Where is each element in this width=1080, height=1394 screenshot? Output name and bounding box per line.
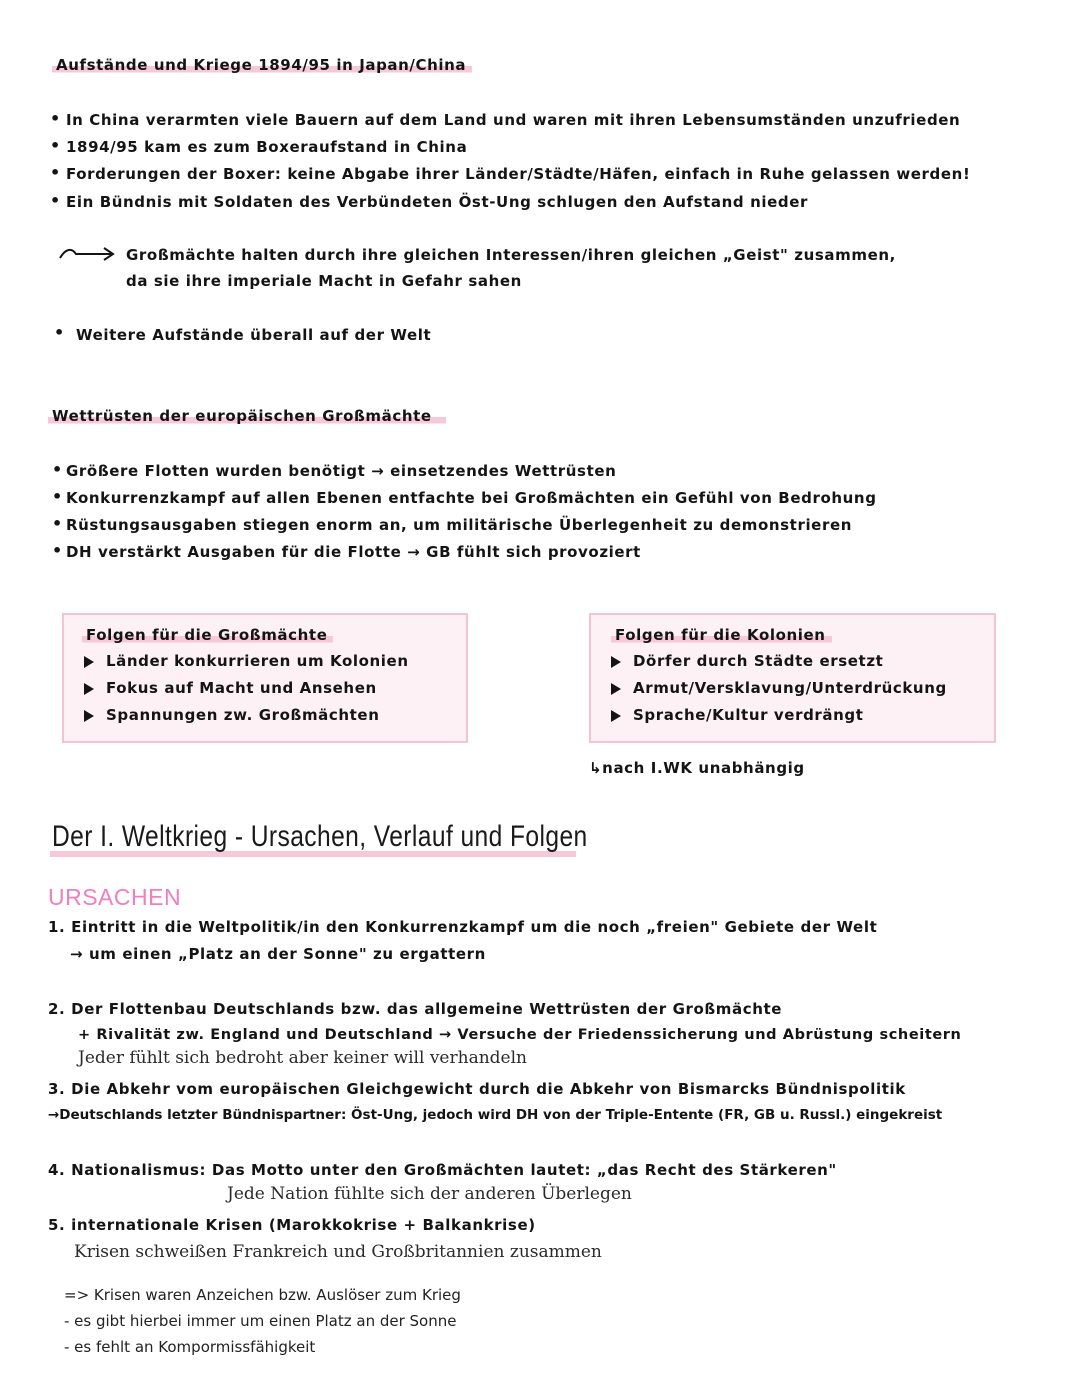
subheading-causes: URSACHEN: [48, 884, 182, 910]
bullet-text: Weitere Aufstände überall auf der Welt: [76, 326, 432, 344]
cause-5: 5. internationale Krisen (Marokkokrise + Balkankrise): [48, 1216, 536, 1234]
bullet-text: Forderungen der Boxer: keine Abgabe ihrer Länder/Städte/Häfen, einfach in Ruhe gelassen werden!: [66, 165, 971, 183]
bullet-dot: •: [52, 487, 63, 506]
arrowhead-icon: [84, 656, 94, 668]
arrowhead-icon: [611, 683, 621, 695]
bullet-text: Konkurrenzkampf auf allen Ebenen entfachte bei Großmächten ein Gefühl von Bedrohung: [66, 489, 877, 507]
bullet-dot: •: [52, 514, 63, 533]
conclusion-line: - es gibt hierbei immer um einen Platz an der Sonne: [64, 1312, 457, 1330]
consequences-great-powers-box: [62, 613, 468, 743]
cause-2: 2. Der Flottenbau Deutschlands bzw. das allgemeine Wettrüsten der Großmächte: [48, 1000, 783, 1018]
bullet-text: Ein Bündnis mit Soldaten des Verbündeten Öst-Ung schlugen den Aufstand nieder: [66, 193, 808, 211]
section-title-arms-race: Wettrüsten der europäischen Großmächte: [48, 407, 446, 425]
bullet-text: Rüstungsausgaben stiegen enorm an, um militärische Überlegenheit zu demonstrieren: [66, 516, 853, 534]
bullet-dot: •: [54, 323, 65, 342]
cause-2-note: Jeder fühlt sich bedroht aber keiner will verhandeln: [78, 1048, 527, 1068]
bullet-dot: •: [52, 460, 63, 479]
bullet-text: Größere Flotten wurden benötigt → einsetzendes Wettrüsten: [66, 462, 617, 480]
page-title: Der I. Weltkrieg - Ursachen, Verlauf und Folgen: [52, 820, 588, 853]
bullet-text: DH verstärkt Ausgaben für die Flotte → GB fühlt sich provoziert: [66, 543, 641, 561]
conclusion-line: => Krisen waren Anzeichen bzw. Auslöser zum Krieg: [64, 1286, 461, 1304]
box-item: Spannungen zw. Großmächten: [84, 706, 380, 724]
bullet-dot: •: [50, 136, 61, 155]
bullet-dot: •: [50, 163, 61, 182]
box-item: Armut/Versklavung/Unterdrückung: [611, 679, 947, 697]
bullet-dot: •: [50, 191, 61, 210]
section-title-uprisings: Aufstände und Kriege 1894/95 in Japan/China: [52, 56, 472, 74]
box-item: Länder konkurrieren um Kolonien: [84, 652, 409, 670]
bullet-text: In China verarmten viele Bauern auf dem Land und waren mit ihren Lebensumständen unzufrieden: [66, 111, 961, 129]
arrow-text-continued: da sie ihre imperiale Macht in Gefahr sahen: [126, 272, 522, 290]
bullet-text: 1894/95 kam es zum Boxeraufstand in China: [66, 138, 468, 156]
box-item: Fokus auf Macht und Ansehen: [84, 679, 377, 697]
cause-5-note: Krisen schweißen Frankreich und Großbritannien zusammen: [74, 1242, 602, 1262]
bullet-dot: •: [50, 109, 61, 128]
arrow-text: Großmächte halten durch ihre gleichen Interessen/ihren gleichen „Geist" zusammen,: [126, 246, 896, 264]
arrowhead-icon: [84, 710, 94, 722]
bullet-dot: •: [52, 541, 63, 560]
colonies-note: ↳nach I.WK unabhängig: [589, 759, 805, 777]
cause-2-detail: + Rivalität zw. England und Deutschland → Versuche der Friedenssicherung und Abrüstung scheitern: [78, 1027, 962, 1043]
cause-4: 4. Nationalismus: Das Motto unter den Großmächten lautet: „das Recht des Stärkeren": [48, 1161, 837, 1179]
box-item: Sprache/Kultur verdrängt: [611, 706, 864, 724]
cause-4-note: Jede Nation fühlte sich der anderen Überlegen: [227, 1184, 632, 1204]
box-item: Dörfer durch Städte ersetzt: [611, 652, 883, 670]
cause-3-detail: →Deutschlands letzter Bündnispartner: Öst-Ung, jedoch wird DH von der Triple-Entente (FR, GB u. Russl.) eingekreist: [48, 1107, 943, 1123]
arrow-icon: [56, 244, 116, 264]
conclusion-line: - es fehlt an Kompormissfähigkeit: [64, 1338, 316, 1356]
box-title: Folgen für die Kolonien: [611, 626, 832, 644]
cause-1-detail: → um einen „Platz an der Sonne" zu ergattern: [70, 945, 486, 963]
arrowhead-icon: [84, 683, 94, 695]
arrowhead-icon: [611, 710, 621, 722]
box-title: Folgen für die Großmächte: [82, 626, 333, 644]
cause-1: 1. Eintritt in die Weltpolitik/in den Konkurrenzkampf um die noch „freien" Gebiete der Welt: [48, 918, 878, 936]
cause-3: 3. Die Abkehr vom europäischen Gleichgewicht durch die Abkehr von Bismarcks Bündnispolitik: [48, 1080, 906, 1098]
arrowhead-icon: [611, 656, 621, 668]
consequences-colonies-box: [589, 613, 996, 743]
